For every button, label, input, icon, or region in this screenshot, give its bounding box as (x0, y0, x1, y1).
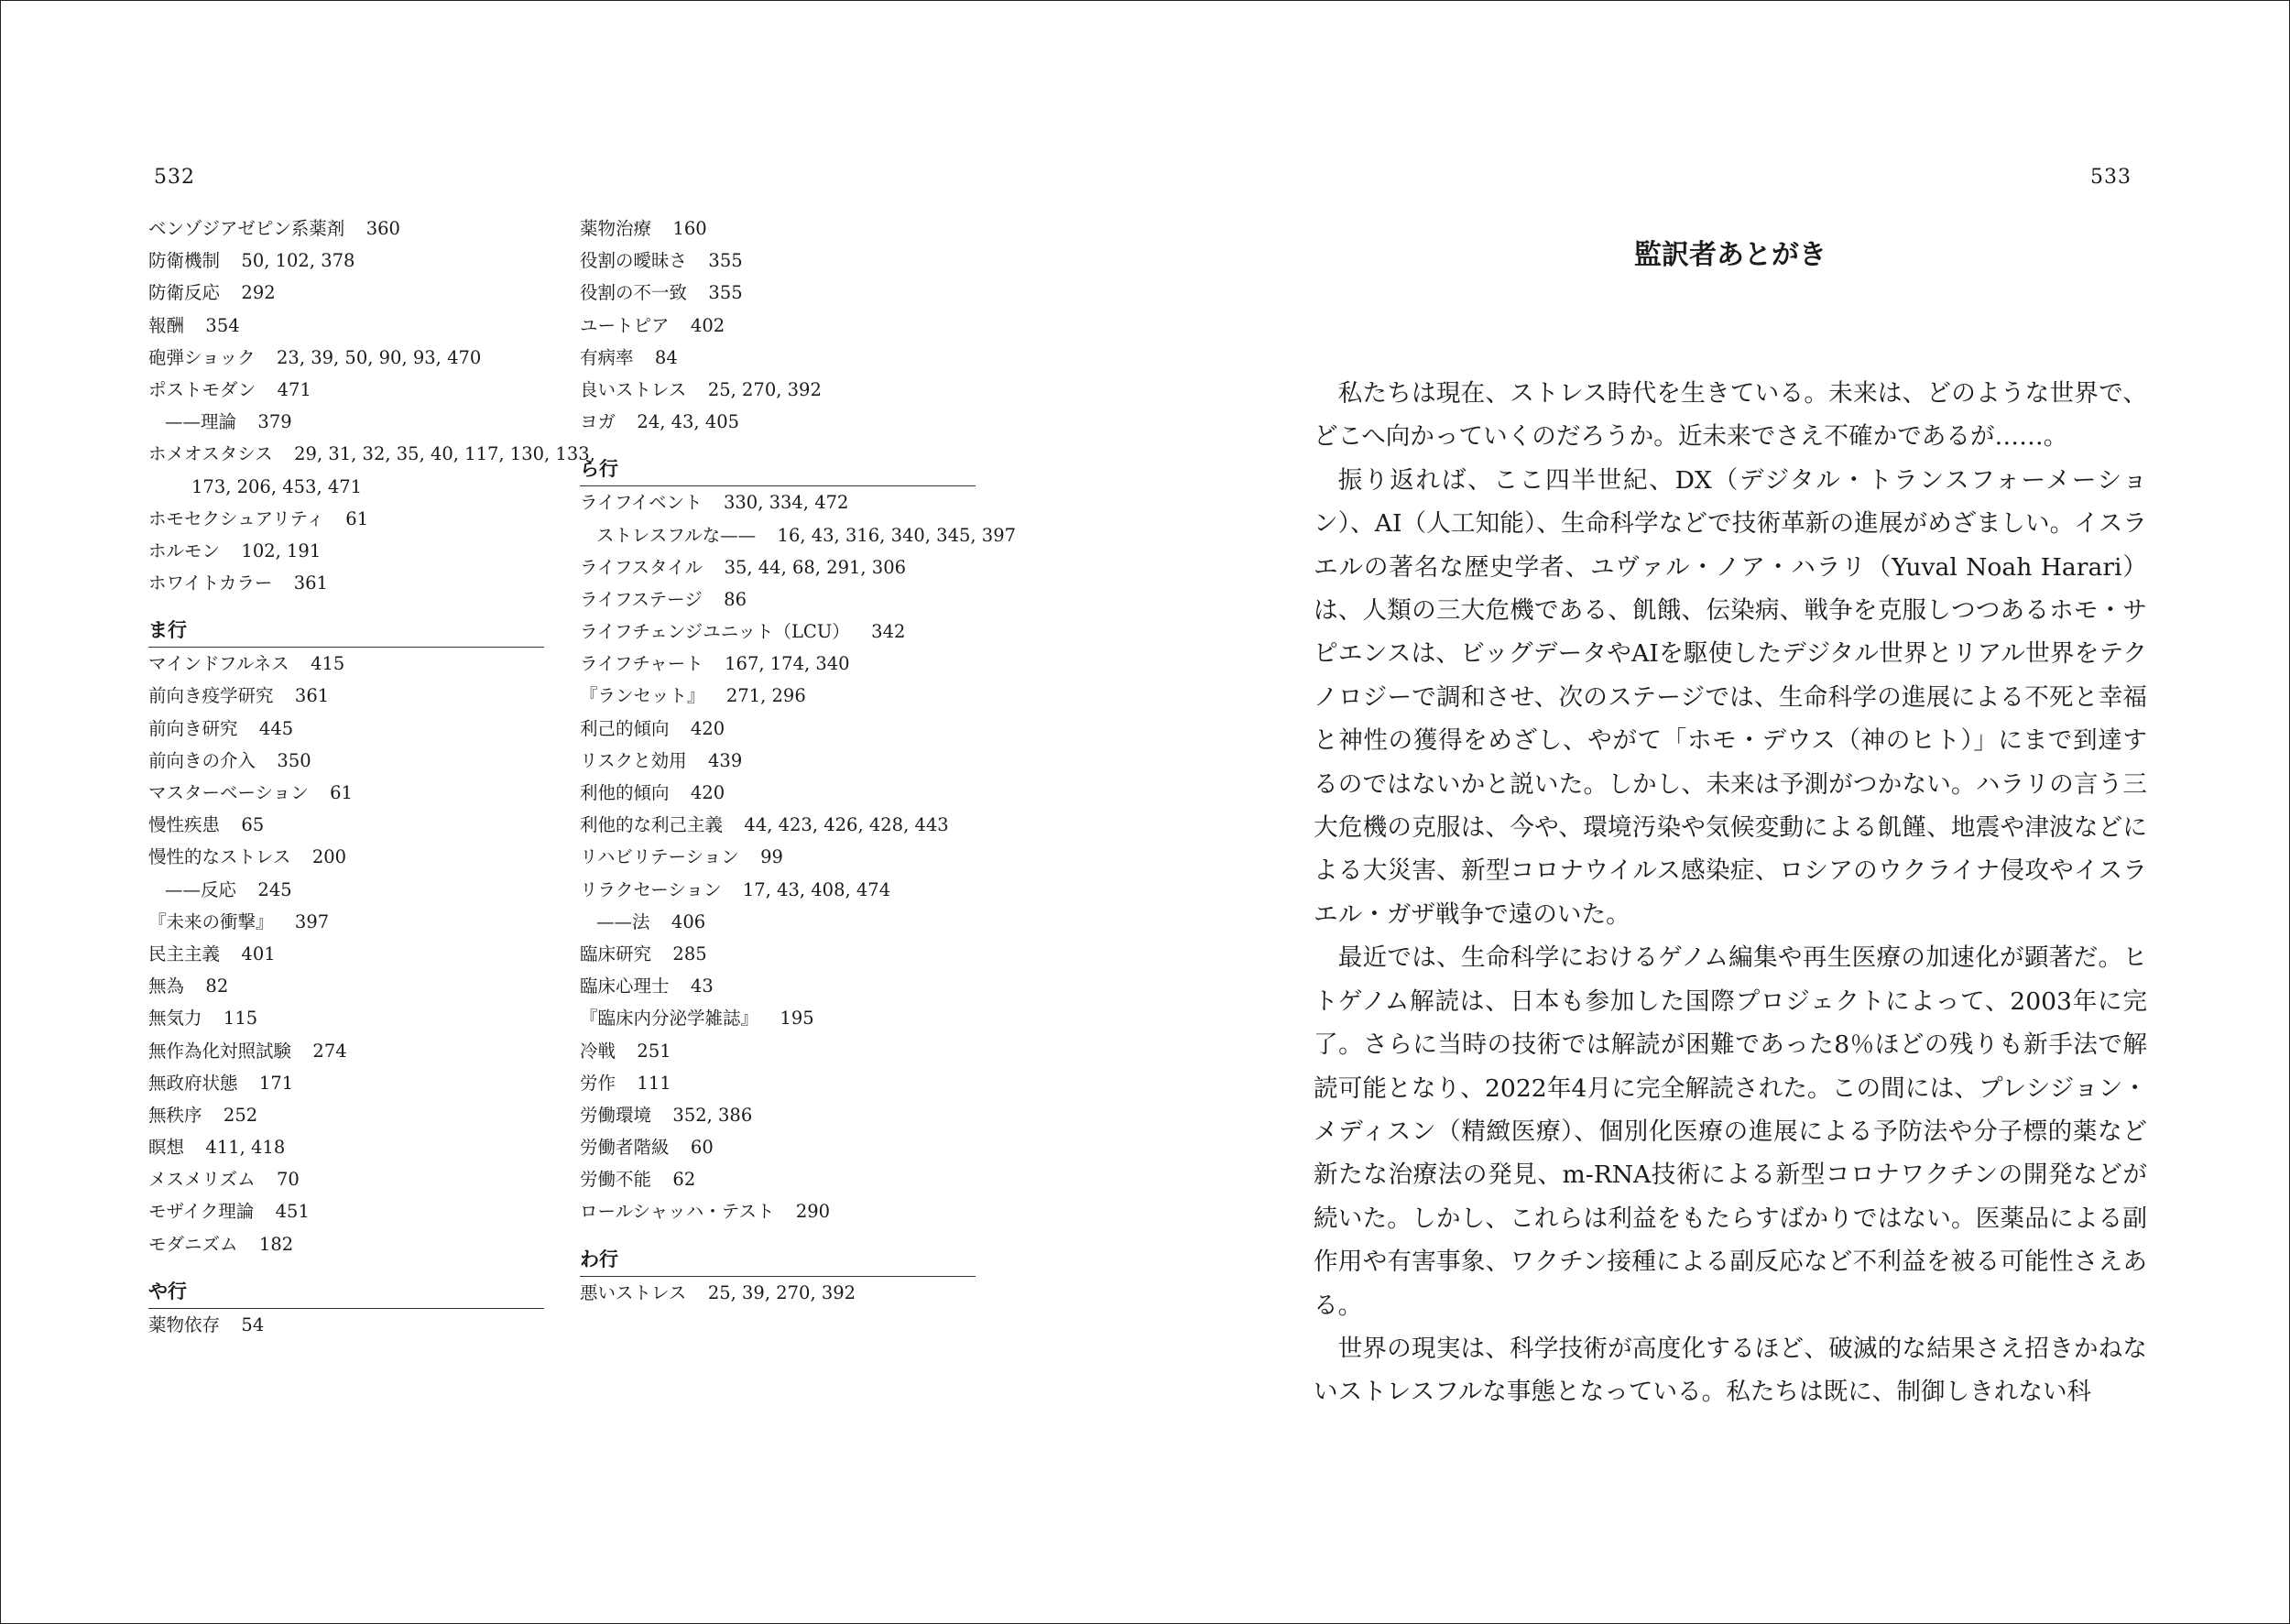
index-entry (148, 438, 595, 470)
afterword-body (1314, 372, 2147, 1414)
index-pages: 292 (241, 282, 276, 304)
index-entry (580, 310, 976, 342)
index-pages: 451 (275, 1201, 310, 1223)
index-entry (148, 648, 544, 680)
index-pages: 111 (637, 1072, 671, 1094)
index-term: メスメリズム (148, 1169, 256, 1191)
index-column-right (580, 213, 1017, 1309)
index-pages: 43 (690, 975, 714, 997)
index-entry (148, 245, 544, 277)
index-entry (580, 648, 976, 680)
index-pages: 54 (241, 1313, 265, 1335)
index-pages: 25, 270, 392 (707, 378, 822, 400)
index-entry (580, 1002, 976, 1034)
index-entry (148, 1035, 544, 1067)
index-entry (580, 777, 976, 809)
index-term: リスクと効用 (580, 749, 687, 771)
index-term: 報酬 (148, 314, 185, 336)
index-term: 臨床心理士 (580, 975, 670, 997)
index-pages: 406 (671, 910, 706, 932)
index-entry (580, 938, 976, 970)
index-pages: 17, 43, 408, 474 (742, 878, 891, 900)
index-pages: 342 (871, 621, 906, 643)
index-pages: 44, 423, 426, 428, 443 (744, 814, 949, 836)
index-entry (580, 1195, 976, 1227)
index-term: ベンゾジアゼピン系薬剤 (148, 218, 345, 239)
index-pages: 415 (311, 653, 345, 675)
index-entry (148, 342, 544, 374)
index-entry (580, 1099, 976, 1131)
index-term: ロールシャッハ・テスト (580, 1201, 775, 1223)
index-pages: 82 (205, 975, 229, 997)
index-entry (580, 616, 976, 648)
index-term: ストレスフルな—— (596, 524, 757, 546)
index-entry (580, 1067, 976, 1099)
index-term: モダニズム (148, 1233, 238, 1255)
index-entry (580, 713, 976, 745)
index-term: 防衛機制 (148, 250, 221, 272)
index-term: ホワイトカラー (148, 572, 273, 594)
index-term: ——理論 (165, 411, 237, 433)
index-term: 無気力 (148, 1008, 202, 1030)
index-pages: 84 (654, 346, 678, 368)
index-pages: 350 (277, 749, 311, 771)
index-term: 有病率 (580, 346, 634, 368)
index-term: マスターベーション (148, 782, 309, 803)
index-pages: 61 (345, 507, 369, 529)
index-pages: 420 (690, 717, 725, 739)
index-entry (580, 1131, 976, 1163)
index-term: ユートピア (580, 314, 670, 336)
index-term: 『ランセット』 (580, 685, 705, 707)
index-entry (148, 1309, 544, 1341)
index-entry (148, 970, 544, 1002)
index-term: 無為 (148, 975, 185, 997)
index-pages: 182 (258, 1233, 294, 1255)
index-term: 前向き疫学研究 (148, 685, 274, 707)
paragraph: 最近では、生命科学におけるゲノム編集や再生医療の加速化が顕著だ。ヒトゲノム解読は、日本も参加した国際プロジェクトによって、2003年に完了。さらに当時の技術では解読が困難であった8％ほどの残りも新手法で解読可能となり、2022年4月に完全解読された。この間には、プレシジョン・メディスン（精緻医療）、個別化医療の進展による予防法や分子標的薬など新たな治療法の発見、m-RNA技術による新型コロナワクチンの開発などが続いた。しかし、これらは利益をもたらすばかりではない。医薬品による副作用や有害事象、ワクチン接種による副反応など不利益を被る可能性さえある。 (1314, 943, 2147, 1320)
index-entry (580, 841, 976, 873)
index-pages: 471 (277, 378, 311, 400)
index-entry (580, 213, 976, 245)
index-entry (148, 471, 544, 503)
index-pages: 50, 102, 378 (241, 250, 355, 272)
index-term: ——反応 (165, 878, 237, 900)
index-entry (580, 551, 976, 583)
index-pages: 379 (257, 411, 292, 433)
index-term: 良いストレス (580, 378, 687, 400)
index-entry (148, 310, 544, 342)
index-term: 冷戦 (580, 1040, 616, 1062)
index-term: 砲弾ショック (148, 346, 256, 368)
index-term: 労働不能 (580, 1169, 652, 1191)
index-term: ヨガ (580, 411, 616, 433)
index-term: リハビリテーション (580, 846, 739, 868)
index-pages: 330, 334, 472 (723, 492, 849, 514)
index-entry (580, 1035, 976, 1067)
index-entry (580, 970, 976, 1002)
index-pages: 25, 39, 270, 392 (707, 1281, 856, 1303)
index-entry (148, 1163, 544, 1195)
index-pages: 245 (257, 878, 292, 900)
index-term: 役割の曖昧さ (580, 250, 688, 272)
index-term: ホルモン (148, 540, 221, 561)
index-pages: 102, 191 (241, 540, 322, 561)
index-column-left (148, 213, 595, 1341)
index-term: ライフステージ (580, 588, 703, 610)
index-entry (580, 1163, 976, 1195)
index-pages: 200 (311, 846, 347, 868)
index-entry (580, 342, 976, 374)
section-header-wa: わ行 (580, 1244, 976, 1277)
index-entry (148, 1067, 544, 1099)
index-entry (148, 535, 544, 567)
index-term: 民主主義 (148, 943, 221, 965)
index-term: 利己的傾向 (580, 717, 670, 739)
afterword-title: 監訳者あとがき (1634, 239, 1827, 271)
index-pages: 402 (690, 314, 725, 336)
section-header-ra: ら行 (580, 453, 976, 486)
index-term: ライフチェンジユニット（LCU） (580, 621, 850, 643)
index-term: マインドフルネス (148, 653, 289, 675)
index-pages: 420 (690, 782, 725, 803)
index-pages: 361 (293, 572, 328, 594)
paragraph: 世界の現実は、科学技術が高度化するほど、破滅的な結果さえ招きかねないストレスフルな事態となっている。私たちは既に、制御しきれない科 (1314, 1334, 2147, 1407)
index-term: 労働環境 (580, 1104, 652, 1126)
index-pages: 355 (708, 282, 743, 304)
index-pages: 271, 296 (725, 685, 806, 707)
index-pages: 401 (241, 943, 276, 965)
index-pages: 65 (241, 814, 265, 836)
index-pages: 290 (795, 1201, 831, 1223)
index-pages: 29, 31, 32, 35, 40, 117, 130, 133, (294, 443, 595, 465)
index-entry (148, 841, 544, 873)
index-pages: 167, 174, 340 (725, 653, 850, 675)
section-header-ma: ま行 (148, 615, 544, 648)
index-pages: 62 (672, 1169, 696, 1191)
index-entry (148, 809, 544, 841)
index-entry (148, 1131, 544, 1163)
index-term: 薬物依存 (148, 1313, 221, 1335)
index-entry (580, 277, 976, 309)
index-entry (580, 583, 976, 616)
index-pages: 252 (223, 1104, 258, 1126)
index-entry (148, 567, 544, 599)
index-entry (148, 777, 544, 809)
index-pages: 274 (312, 1040, 347, 1062)
index-entry (580, 245, 976, 277)
index-pages: 99 (760, 846, 783, 868)
index-term: ホモセクシュアリティ (148, 507, 324, 529)
index-term: 無秩序 (148, 1104, 202, 1126)
index-entry (148, 938, 544, 970)
index-entry (148, 713, 544, 745)
index-pages: 23, 39, 50, 90, 93, 470 (277, 346, 482, 368)
index-pages: 251 (637, 1040, 671, 1062)
index-pages: 352, 386 (672, 1104, 753, 1126)
index-term: 利他的傾向 (580, 782, 670, 803)
index-entry (580, 406, 976, 438)
index-pages: 445 (258, 717, 294, 739)
index-pages: 115 (223, 1008, 258, 1030)
index-entry (580, 745, 976, 777)
index-pages: 171 (258, 1072, 294, 1094)
index-entry (148, 1099, 544, 1131)
left-page-number: 532 (154, 166, 195, 189)
index-term: 労作 (580, 1072, 616, 1094)
paragraph: 私たちは現在、ストレス時代を生きている。未来は、どのような世界で、どこへ向かっていくのだろうか。近未来でさえ不確かであるが……。 (1314, 379, 2147, 452)
index-term: 『臨床内分泌学雑誌』 (580, 1008, 759, 1030)
index-entry (580, 874, 976, 906)
index-term: 瞑想 (148, 1137, 185, 1159)
section-header-ya: や行 (148, 1276, 544, 1309)
paragraph: 振り返れば、ここ四半世紀、DX（デジタル・トランスフォーメーション）、AI（人工知能）、生命科学などで技術革新の進展がめざましい。イスラエルの著名な歴史学者、ユヴァル・ノア・ハラリ（Yuval Noah Harari）は、人類の三大危機である、飢餓、伝染病、戦争を克服しつつあるホモ・サピエンスは、ビッグデータやAIを駆使したデジタル世界とリアル世界をテクノロジーで調和させ、次のステージでは、生命科学の進展による不死と幸福と神性の獲得をめざし、やがて「ホモ・デウス（神のヒト）」にまで到達するのではないかと説いた。しかし、未来は予測がつかない。ハラリの言う三大危機の克服は、今や、環境汚染や気候変動による飢饉、地震や津波などによる大災害、新型コロナウイルス感染症、ロシアのウクライナ侵攻やイスラエル・ガザ戦争で遠のいた。 (1314, 465, 2147, 929)
index-pages: 360 (365, 218, 400, 239)
index-term: 慢性的なストレス (148, 846, 291, 868)
index-pages: 173, 206, 453, 471 (191, 475, 363, 497)
index-pages: 160 (672, 218, 707, 239)
index-entry (580, 1277, 976, 1309)
index-pages: 285 (672, 943, 707, 965)
index-pages: 70 (277, 1169, 300, 1191)
index-term: 防衛反応 (148, 282, 221, 304)
index-pages: 439 (708, 749, 743, 771)
index-entry (580, 680, 976, 712)
index-term: 前向き研究 (148, 717, 238, 739)
index-pages: 61 (330, 782, 353, 803)
index-term: 臨床研究 (580, 943, 652, 965)
index-term: ポストモダン (148, 378, 256, 400)
index-term: 労働者階級 (580, 1137, 670, 1159)
index-term: ライフスタイル (580, 556, 703, 578)
index-entry (148, 503, 544, 535)
index-pages: 195 (780, 1008, 814, 1030)
index-entry (148, 874, 544, 906)
index-term: 役割の不一致 (580, 282, 688, 304)
index-term: ライフイベント (580, 492, 703, 514)
index-term: リラクセーション (580, 878, 722, 900)
index-term: 慢性疾患 (148, 814, 221, 836)
index-term: ——法 (596, 910, 650, 932)
index-term: 前向きの介入 (148, 749, 256, 771)
index-pages: 361 (294, 685, 330, 707)
index-entry (580, 374, 976, 406)
index-entry (580, 809, 976, 841)
index-pages: 24, 43, 405 (637, 411, 740, 433)
index-term: 薬物治療 (580, 218, 652, 239)
index-pages: 397 (294, 910, 330, 932)
index-term: 利他的な利己主義 (580, 814, 724, 836)
index-entry (148, 374, 544, 406)
index-entry (148, 406, 544, 438)
index-term: ライフチャート (580, 653, 703, 675)
index-entry (148, 213, 544, 245)
index-pages: 354 (205, 314, 240, 336)
index-entry (148, 277, 544, 309)
afterword (1314, 212, 2147, 1414)
index-pages: 35, 44, 68, 291, 306 (724, 556, 907, 578)
index-entry (580, 486, 976, 518)
index-pages: 355 (708, 250, 743, 272)
index-term: ホメオスタシス (148, 443, 273, 465)
index-pages: 86 (724, 588, 747, 610)
index-pages: 411, 418 (205, 1137, 286, 1159)
index-term: 無政府状態 (148, 1072, 238, 1094)
index-entry (148, 1228, 544, 1260)
index-entry (148, 1195, 544, 1227)
index-entry (148, 680, 544, 712)
index-term: 『未来の衝撃』 (148, 910, 274, 932)
index-pages: 60 (690, 1137, 714, 1159)
index-entry (580, 519, 1017, 551)
right-page-number: 533 (2090, 166, 2132, 189)
index-entry (580, 906, 976, 938)
index-entry (148, 745, 544, 777)
index-entry (148, 906, 544, 938)
index-term: 無作為化対照試験 (148, 1040, 292, 1062)
index-term: モザイク理論 (148, 1201, 255, 1223)
index-entry (148, 1002, 544, 1034)
index-pages: 16, 43, 316, 340, 345, 397 (777, 524, 1017, 546)
index-term: 悪いストレス (580, 1281, 687, 1303)
